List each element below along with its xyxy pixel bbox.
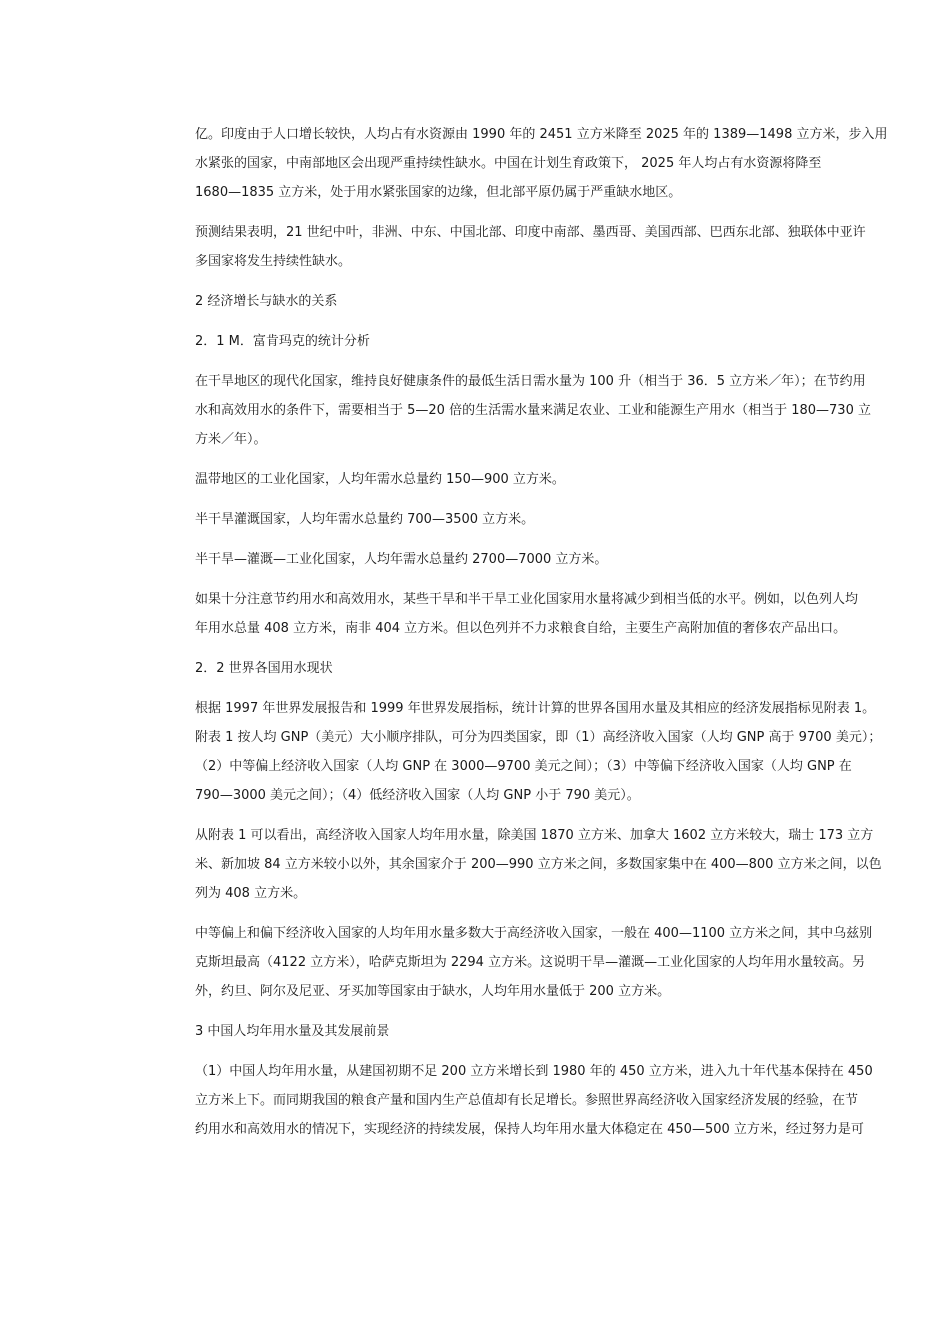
body-paragraph bbox=[195, 545, 930, 574]
body-paragraph bbox=[195, 919, 930, 1006]
text-line: 水和高效用水的条件下，需要相当于 5—20 倍的生活需水量来满足农业、工业和能源生产用水（相当于 180—730 立 bbox=[195, 403, 871, 418]
text-line: 方米／年）。 bbox=[195, 432, 267, 447]
body-paragraph bbox=[195, 367, 930, 454]
text-line: 外，约旦、阿尔及尼亚、牙买加等国家由于缺水，人均年用水量低于 200 立方米。 bbox=[195, 984, 671, 999]
text-line: 半干旱灌溉国家，人均年需水总量约 700—3500 立方米。 bbox=[195, 512, 535, 527]
body-paragraph bbox=[195, 465, 930, 494]
text-line: 如果十分注意节约用水和高效用水，某些干旱和半干旱工业化国家用水量将减少到相当低的水平。例如，以色列人均 bbox=[195, 592, 859, 607]
text-line: 年用水总量 408 立方米，南非 404 立方米。但以色列并不力求粮食自给，主要生产高附加值的奢侈农产品出口。 bbox=[195, 621, 847, 636]
text-line: 预测结果表明，21 世纪中叶，非洲、中东、中国北部、印度中南部、墨西哥、美国西部、巴西东北部、独联体中亚许 bbox=[195, 225, 866, 240]
document-page bbox=[195, 120, 930, 1155]
text-line: 温带地区的工业化国家，人均年需水总量约 150—900 立方米。 bbox=[195, 472, 565, 487]
body-paragraph bbox=[195, 218, 930, 276]
text-line: 列为 408 立方米。 bbox=[195, 886, 307, 901]
text-line: 2．1 M．富肯玛克的统计分析 bbox=[195, 334, 370, 349]
section-heading bbox=[195, 287, 930, 316]
text-line: （1）中国人均年用水量，从建国初期不足 200 立方米增长到 1980 年的 450 立方米，进入九十年代基本保持在 450 bbox=[195, 1064, 873, 1079]
text-line: 在干旱地区的现代化国家，维持良好健康条件的最低生活日需水量为 100 升（相当于 36．5 立方米／年）；在节约用 bbox=[195, 374, 866, 389]
body-paragraph bbox=[195, 505, 930, 534]
text-line: 2 经济增长与缺水的关系 bbox=[195, 294, 338, 309]
text-line: 从附表 1 可以看出，高经济收入国家人均年用水量，除美国 1870 立方米、加拿大 1602 立方米较大，瑞士 173 立方 bbox=[195, 828, 874, 843]
section-heading bbox=[195, 1017, 930, 1046]
text-line: 附表 1 按人均 GNP（美元）大小顺序排队，可分为四类国家，即（1）高经济收入国家（人均 GNP 高于 9700 美元）； bbox=[195, 730, 882, 745]
text-line: 790—3000 美元之间）；（4）低经济收入国家（人均 GNP 小于 790 美元）。 bbox=[195, 788, 640, 803]
text-line: 约用水和高效用水的情况下，实现经济的持续发展，保持人均年用水量大体稳定在 450—500 立方米，经过努力是可 bbox=[195, 1122, 864, 1137]
section-heading bbox=[195, 327, 930, 356]
text-line: 1680—1835 立方米，处于用水紧张国家的边缘，但北部平原仍属于严重缺水地区。 bbox=[195, 185, 682, 200]
text-line: （2）中等偏上经济收入国家（人均 GNP 在 3000—9700 美元之间）；（3）中等偏下经济收入国家（人均 GNP 在 bbox=[195, 759, 852, 774]
text-line: 中等偏上和偏下经济收入国家的人均年用水量多数大于高经济收入国家，一般在 400—1100 立方米之间，其中乌兹别 bbox=[195, 926, 873, 941]
text-line: 3 中国人均年用水量及其发展前景 bbox=[195, 1024, 390, 1039]
text-line: 多国家将发生持续性缺水。 bbox=[195, 254, 352, 269]
text-line: 立方米上下。而同期我国的粮食产量和国内生产总值却有长足增长。参照世界高经济收入国家经济发展的经验，在节 bbox=[195, 1093, 859, 1108]
body-paragraph bbox=[195, 821, 930, 908]
text-line: 亿。印度由于人口增长较快，人均占有水资源由 1990 年的 2451 立方米降至 2025 年的 1389—1498 立方米，步入用 bbox=[195, 127, 888, 142]
body-paragraph bbox=[195, 585, 930, 643]
text-line: 克斯坦最高（4122 立方米），哈萨克斯坦为 2294 立方米。这说明干旱—灌溉—工业化国家的人均年用水量较高。另 bbox=[195, 955, 866, 970]
text-line: 米、新加坡 84 立方米较小以外，其余国家介于 200—990 立方米之间，多数国家集中在 400—800 立方米之间，以色 bbox=[195, 857, 882, 872]
body-paragraph bbox=[195, 694, 930, 810]
text-line: 根据 1997 年世界发展报告和 1999 年世界发展指标，统计计算的世界各国用水量及其相应的经济发展指标见附表 1。 bbox=[195, 701, 876, 716]
body-paragraph bbox=[195, 120, 930, 207]
text-line: 水紧张的国家，中南部地区会出现严重持续性缺水。中国在计划生育政策下， 2025 年人均占有水资源将降至 bbox=[195, 156, 822, 171]
section-heading bbox=[195, 654, 930, 683]
text-line: 2．2 世界各国用水现状 bbox=[195, 661, 333, 676]
body-paragraph bbox=[195, 1057, 930, 1144]
text-line: 半干旱—灌溉—工业化国家，人均年需水总量约 2700—7000 立方米。 bbox=[195, 552, 608, 567]
